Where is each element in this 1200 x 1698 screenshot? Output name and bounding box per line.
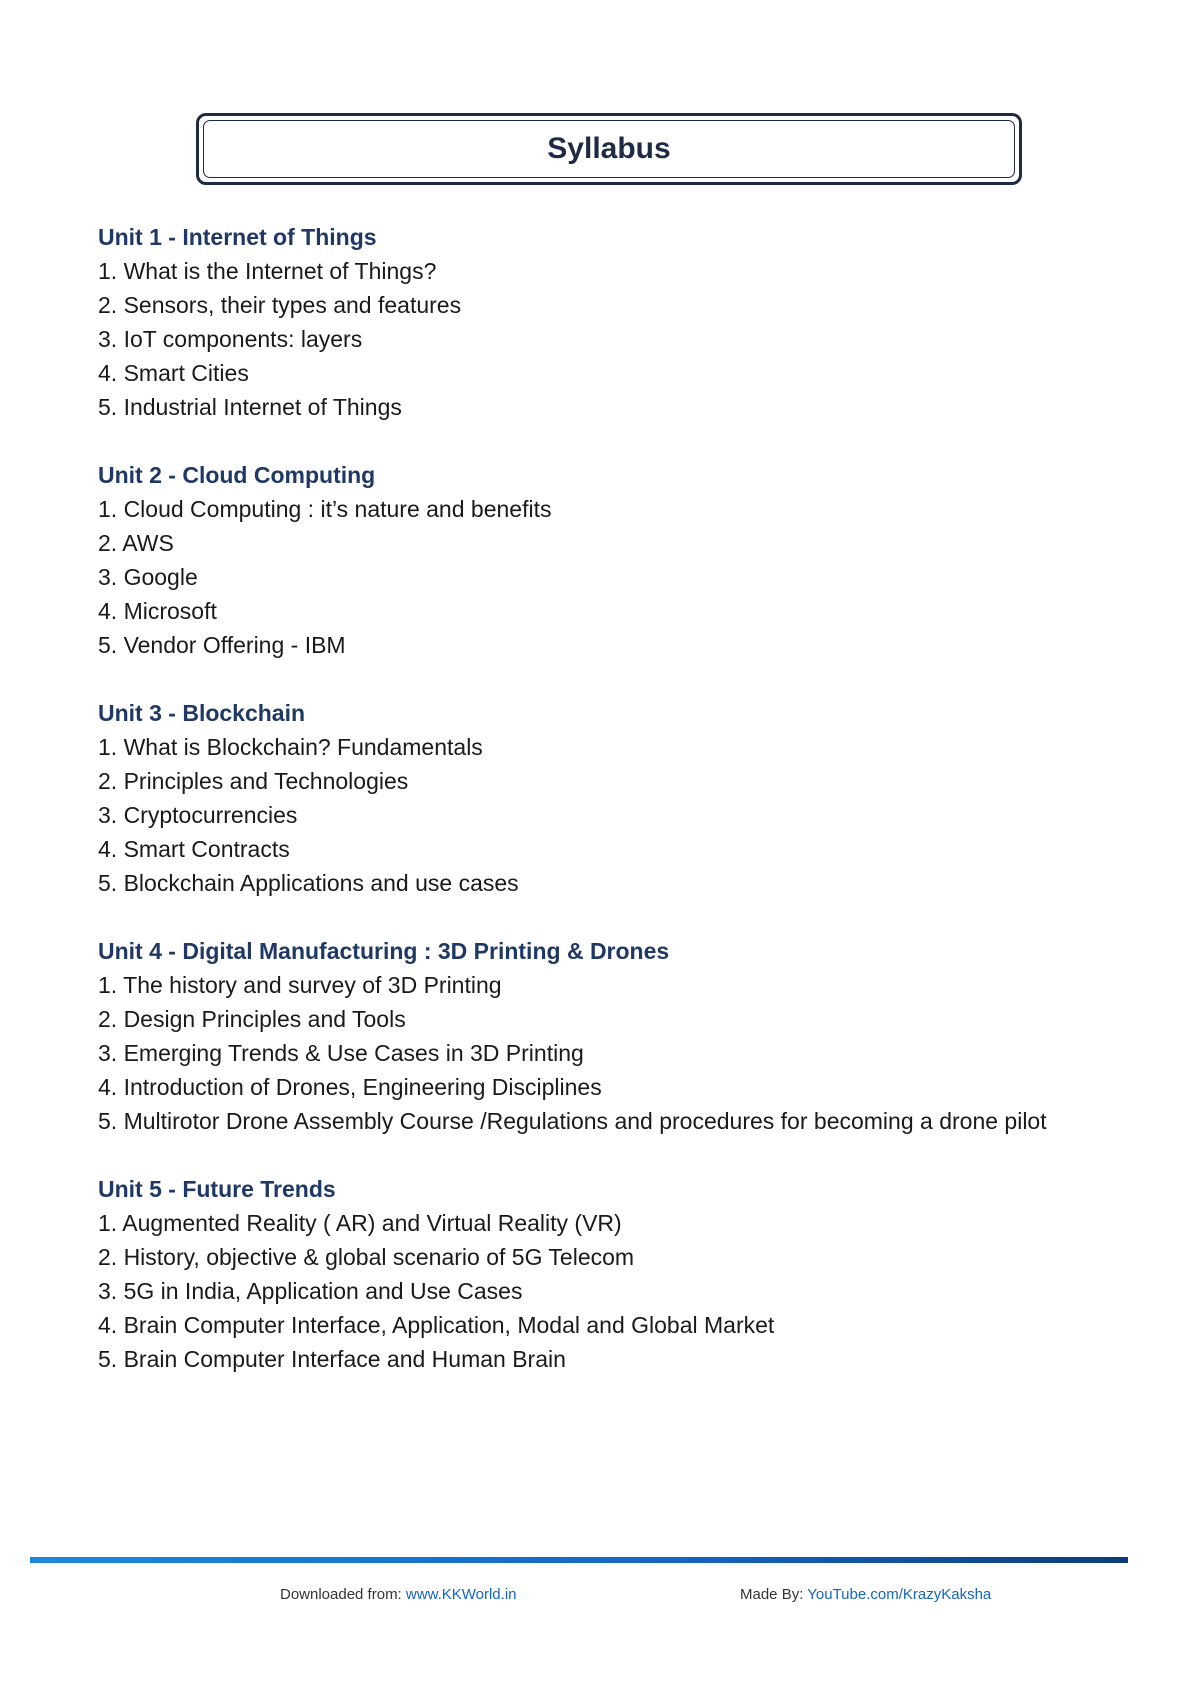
topic-item: 5. Brain Computer Interface and Human Brain (98, 1346, 566, 1372)
topic-item: 5. Multirotor Drone Assembly Course /Regulations and procedures for becoming a drone pilot (98, 1108, 1047, 1134)
topic-item: 2. Sensors, their types and features (98, 292, 462, 318)
made-by-label: Made By: (740, 1586, 808, 1603)
syllabus-title-box (196, 113, 1022, 185)
topic-item: 3. Google (98, 564, 198, 590)
topic-item: 2. History, objective & global scenario of 5G Telecom (98, 1244, 635, 1270)
unit-heading: Unit 4 - Digital Manufacturing : 3D Printing & Drones (98, 938, 670, 964)
unit-heading: Unit 3 - Blockchain (98, 700, 306, 726)
topic-item: 4. Smart Cities (98, 360, 249, 386)
topic-item: 3. 5G in India, Application and Use Cases (98, 1278, 523, 1304)
unit-section (98, 696, 1108, 900)
kkworld-link[interactable]: www.KKWorld.in (405, 1586, 517, 1603)
topic-item: 4. Microsoft (98, 598, 217, 624)
footer-made-by (740, 1586, 991, 1603)
topic-item: 1. Augmented Reality ( AR) and Virtual Reality (VR) (98, 1210, 622, 1236)
unit-section (98, 1172, 1108, 1376)
topic-item: 2. Principles and Technologies (98, 768, 409, 794)
unit-heading: Unit 2 - Cloud Computing (98, 462, 376, 488)
topic-item: 1. What is the Internet of Things? (98, 258, 437, 284)
unit-section (98, 934, 1108, 1138)
syllabus-content (98, 220, 1108, 1410)
page-title: Syllabus (547, 132, 671, 165)
unit-section (98, 220, 1108, 424)
topic-item: 5. Vendor Offering - IBM (98, 632, 346, 658)
downloaded-label: Downloaded from: (280, 1586, 406, 1603)
unit-section (98, 458, 1108, 662)
topic-item: 4. Smart Contracts (98, 836, 290, 862)
footer-divider (30, 1557, 1128, 1563)
topic-item: 1. The history and survey of 3D Printing (98, 972, 502, 998)
topic-item: 4. Introduction of Drones, Engineering Disciplines (98, 1074, 602, 1100)
topic-item: 3. Cryptocurrencies (98, 802, 298, 828)
topic-item: 5. Blockchain Applications and use cases (98, 870, 519, 896)
topic-item: 2. Design Principles and Tools (98, 1006, 406, 1032)
topic-item: 1. What is Blockchain? Fundamentals (98, 734, 483, 760)
topic-item: 2. AWS (98, 530, 174, 556)
footer-downloaded (280, 1586, 517, 1603)
topic-item: 4. Brain Computer Interface, Application, Modal and Global Market (98, 1312, 775, 1338)
topic-item: 5. Industrial Internet of Things (98, 394, 402, 420)
topic-item: 3. Emerging Trends & Use Cases in 3D Printing (98, 1040, 584, 1066)
unit-heading: Unit 1 - Internet of Things (98, 224, 377, 250)
topic-item: 3. IoT components: layers (98, 326, 363, 352)
youtube-link[interactable]: YouTube.com/KrazyKaksha (807, 1586, 992, 1603)
topic-item: 1. Cloud Computing : it’s nature and benefits (98, 496, 552, 522)
unit-heading: Unit 5 - Future Trends (98, 1176, 336, 1202)
